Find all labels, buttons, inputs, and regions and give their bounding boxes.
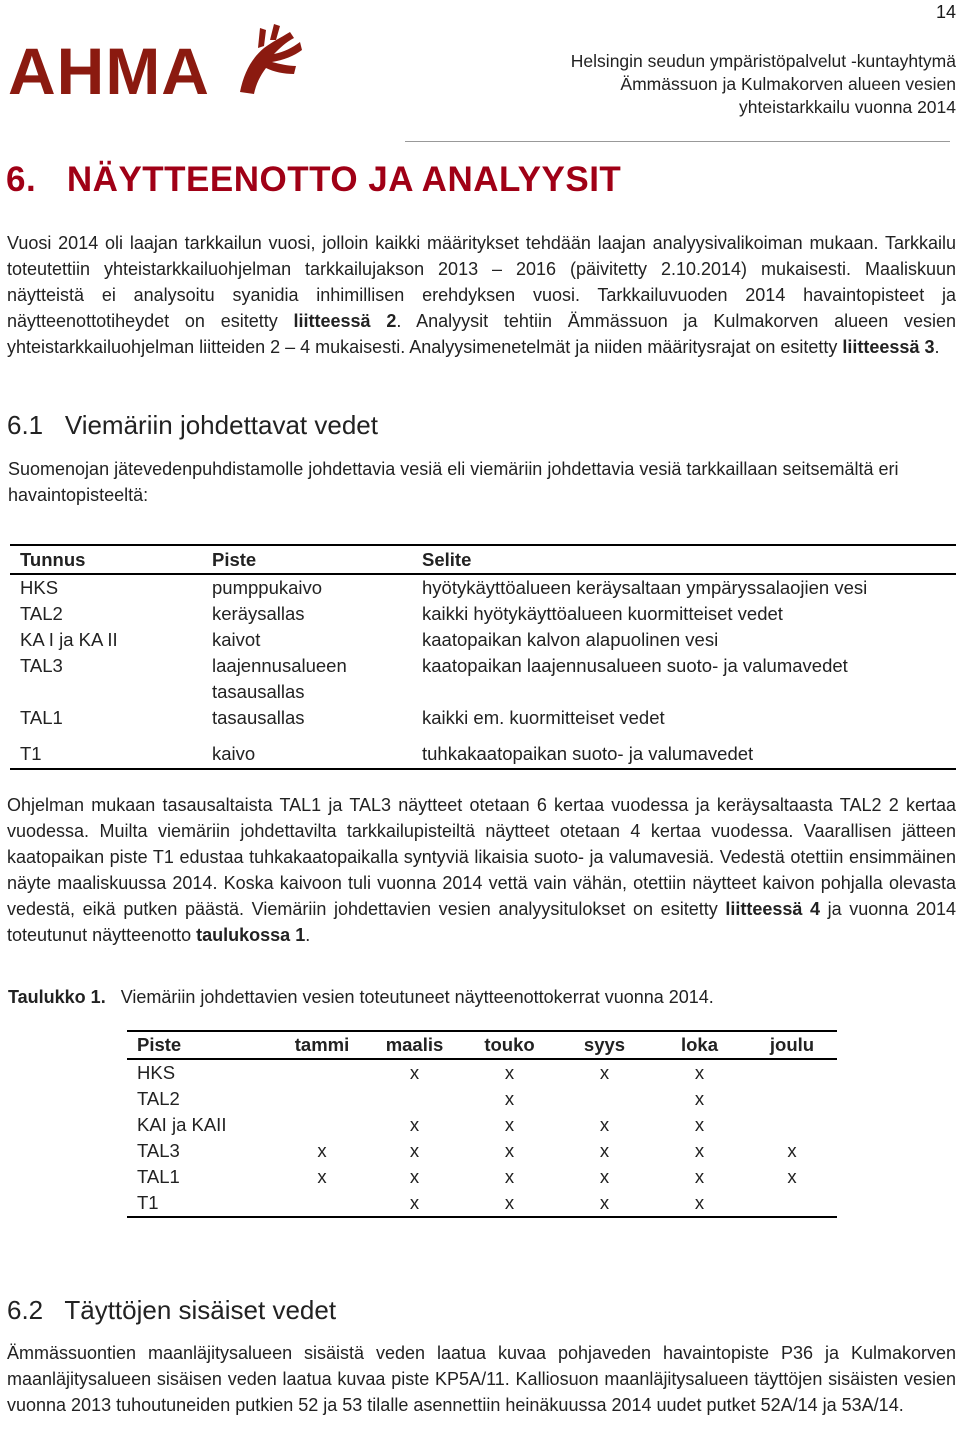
table-cell: tuhkakaatopaikan suoto- ja valumavedet [412,731,956,769]
table-cell: HKS [137,1062,176,1083]
table-cell: TAL1 [20,707,63,728]
table-cell [747,1059,837,1086]
table-cell [277,1112,367,1138]
header-line: yhteistarkkailu vuonna 2014 [739,97,956,117]
table-cell: x [599,1140,610,1161]
table-cell: x [504,1114,515,1135]
antler-icon [240,24,302,94]
section-6-2-body: Ämmässuontien maanläjitysalueen sisäistä veden laatua kuvaa pohjaveden havaintopiste P36 ja Kulmakorven maanläjitysalueen sisäisen veden laatua kuvaa piste KP5A/11. Kalliosuon maanläjitysalueen täyttöjen sisäisten vesien vuonna 2013 tuhoutuneiden putkien 52 ja 53 tilalle asennettiin heinäkuussa 2014 uudet putket 52A/14 ja 53A/14. [7,1343,956,1415]
table-row [10,731,956,769]
section-6-1-heading [7,410,378,441]
table-cell: x [599,1166,610,1187]
logo-wordmark: AHMA [8,34,210,102]
column-header: tammi [277,1031,367,1059]
table-cell: TAL2 [20,603,63,624]
ahma-logo-graphic [8,22,308,102]
table-cell: x [504,1062,515,1083]
table-cell: x [462,1190,557,1217]
table-cell: tasausallas [212,707,305,728]
section-6-2-heading [7,1295,336,1326]
table-cell: pumppukaivo [212,577,323,598]
table-cell: kaivo [202,731,412,769]
table-cell [277,1190,367,1217]
intro-text: . Analyysit tehtiin Ämmässuon ja Kulmakorven alueen vesien yhteistarkkailuohjelman liitteiden 2 – 4 mukaisesti. Analyysimenetelmät ja niiden määritysrajat on esitetty [7,311,957,357]
intro-text: . [934,337,940,357]
table-cell: TAL2 [137,1088,180,1109]
sampling-table [127,1030,837,1218]
table-cell [747,1086,837,1112]
table-row [127,1190,837,1217]
table-cell: x [557,1190,652,1217]
table-cell [367,1086,462,1112]
body-text: ja vuonna 2014 toteutunut näytteenotto [7,899,956,945]
table-cell: x [694,1140,705,1161]
column-header: Piste [202,545,412,574]
appendix-ref: liitteessä 2 [293,311,397,331]
appendix-ref: liitteessä 4 [725,899,821,919]
table-cell: x [787,1166,797,1187]
monitoring-points-table [10,544,956,770]
table-cell: x [409,1062,420,1083]
table-row [127,1164,837,1190]
table-row [127,1086,837,1112]
table-caption [8,987,714,1008]
intro-text: Vuosi 2014 oli laajan tarkkailun vuosi, jolloin kaikki määritykset tehdään laajan analyysivalikoiman mukaan. Tarkkailu toteutettiin yhteistarkkailuohjelman tarkkailujakson 2013 – 2016 (päivitetty 2.10.2014) mukaisesti. Maaliskuun näytteistä ei analysoitu syanidia inhimillisen erehdyksen vuosi. Tarkkailuvuoden 2014 havaintopisteet ja näytteenottotiheydet on esitetty [7,233,956,331]
column-header: touko [462,1031,557,1059]
table-cell: x [694,1166,705,1187]
table-cell: KAI ja KAII [137,1114,227,1135]
ahma-logo [8,22,308,102]
table-cell: x [787,1140,797,1161]
table-cell: x [599,1114,610,1135]
table-cell [747,1190,837,1217]
page-number: 14 [935,2,956,22]
body-text: . [305,925,311,945]
section-6-intro [7,230,956,360]
column-header: Piste [127,1031,277,1059]
table-cell: x [694,1114,705,1135]
table-cell: x [694,1062,705,1083]
column-header: Selite [412,545,956,574]
column-header: loka [652,1031,747,1059]
table-cell: HKS [20,577,59,598]
table-cell: x [599,1062,610,1083]
table-cell: T1 [10,731,202,769]
table-cell: x [652,1190,747,1217]
table-cell: TAL1 [137,1166,180,1187]
table-cell: x [317,1166,327,1187]
section-6-1-lead: Suomenojan jätevedenpuhdistamolle johdettavia vesiä eli viemäriin johdettavia vesiä tarkkaillaan seitsemältä eri havaintopisteeltä: [8,459,899,505]
table-cell: x [504,1088,515,1109]
table-cell: TAL3 [137,1140,180,1161]
table-row [10,627,956,653]
table-cell: x [504,1166,515,1187]
column-header: syys [557,1031,652,1059]
section-6-1-body [7,792,956,948]
table-cell: hyötykäyttöalueen keräysaltaan ympäryssalaojien vesi [422,577,868,598]
table-cell: x [409,1166,420,1187]
table-cell: kaikki em. kuormitteiset vedet [422,707,665,728]
table-cell: x [694,1088,705,1109]
table-cell: keräysallas [212,603,305,624]
table-row [10,574,956,601]
table-cell [557,1086,652,1112]
section-6-heading [6,160,621,200]
table-ref: taulukossa 1 [196,925,306,945]
table-row [127,1112,837,1138]
table-header-row [127,1031,837,1059]
table-row [127,1138,837,1164]
table-cell: x [317,1140,327,1161]
body-text: Ohjelman mukaan tasausaltaista TAL1 ja TAL3 näytteet otetaan 6 kertaa vuodessa ja keräysaltaasta TAL2 2 kertaa vuodessa. Muilta viemäriin johdettavilta tarkkailupisteiltä näytteet otetaan 4 kertaa vuodessa. Vaarallisen jätteen kaatopaikan piste T1 edustaa tuhkakaatopaikalla syntyviä likaisia suoto- ja valumavesiä. Vedestä otettiin ensimmäinen näyte maaliskuussa 2014. Koska kaivoon tuli vuonna 2014 vettä vain vähän, otettiin näytteet kaivon pohjalla olevasta vedestä, eikä putken päästä. Viemäriin johdettavien vesien analyysitulokset on esitetty [7,795,956,919]
table-cell: x [504,1140,515,1161]
table-cell: kaatopaikan kalvon alapuolinen vesi [422,629,719,650]
section-number: 6. [6,160,37,199]
caption-text: Viemäriin johdettavien vesien toteutuneet näytteenottokerrat vuonna 2014. [120,987,714,1007]
header-line: Helsingin seudun ympäristöpalvelut -kuntayhtymä [570,51,956,71]
table-cell: KA I ja KA II [20,629,118,650]
section-title: Täyttöjen sisäiset vedet [64,1295,337,1325]
table-cell: x [367,1190,462,1217]
section-title: NÄYTTEENOTTO JA ANALYYSIT [66,160,622,199]
table-cell: T1 [127,1190,277,1217]
section-title: Viemäriin johdettavat vedet [64,410,378,440]
section-number: 6.2 [7,1295,44,1325]
table-cell: x [409,1140,420,1161]
table-cell [747,1112,837,1138]
header-rule [405,141,950,142]
caption-label: Taulukko 1. [8,987,106,1007]
table-row [10,705,956,731]
column-header: Tunnus [10,545,202,574]
table-cell: kaivot [212,629,261,650]
table-cell: laajennusalueen tasausallas [212,655,347,702]
table-row [10,601,956,627]
column-header: joulu [747,1031,837,1059]
table-header-row [10,545,956,574]
table-cell: kaatopaikan laajennusalueen suoto- ja valumavedet [422,655,848,676]
table-row [10,653,956,705]
column-header: maalis [367,1031,462,1059]
document-header [571,50,956,119]
table-cell [277,1059,367,1086]
section-number: 6.1 [7,410,44,440]
table-row [127,1059,837,1086]
table-cell: TAL3 [20,655,63,676]
table-cell: kaikki hyötykäyttöalueen kuormitteiset vedet [422,603,783,624]
table-cell: x [409,1114,420,1135]
appendix-ref: liitteessä 3 [842,337,935,357]
header-line: Ämmässuon ja Kulmakorven alueen vesien [620,74,956,94]
table-cell [277,1086,367,1112]
